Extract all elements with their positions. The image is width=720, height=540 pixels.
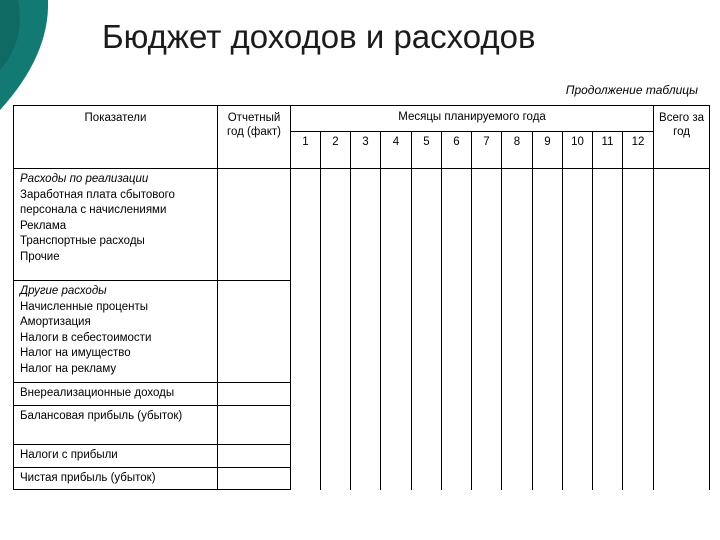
month-cell-11 xyxy=(593,281,623,383)
row-label xyxy=(14,468,218,490)
row-item: Заработная плата сбытового персонала с начислениями xyxy=(20,188,175,216)
header-indicators: Показатели xyxy=(14,106,218,169)
month-cell-4 xyxy=(381,281,412,383)
row-item: Чистая прибыль (убыток) xyxy=(20,472,156,484)
month-cell-5 xyxy=(412,468,442,490)
month-cell-10 xyxy=(563,406,593,445)
row-item: Амортизация xyxy=(20,316,91,328)
month-cell-8 xyxy=(502,169,533,281)
row-item: Налоги в себестоимости xyxy=(20,331,152,344)
month-header-1: 1 xyxy=(291,132,321,169)
reporting-year-cell xyxy=(218,281,291,383)
month-header-2: 2 xyxy=(321,132,351,169)
month-cell-7 xyxy=(472,169,502,281)
month-cell-8 xyxy=(502,383,533,406)
reporting-year-cell xyxy=(218,383,291,406)
month-cell-4 xyxy=(381,169,412,281)
year-total-cell xyxy=(654,169,710,281)
row-item: Внереализационные доходы xyxy=(20,387,175,399)
month-cell-10 xyxy=(563,445,593,468)
month-cell-5 xyxy=(412,445,442,468)
row-label xyxy=(14,406,218,445)
row-item: Реклама xyxy=(20,219,67,232)
decorative-teal-shape xyxy=(0,0,80,110)
row-item: Налог на имущество xyxy=(20,347,131,359)
month-cell-6 xyxy=(442,169,472,281)
month-cell-9 xyxy=(533,383,563,406)
budget-table xyxy=(13,105,710,490)
budget-row xyxy=(14,169,710,281)
budget-row xyxy=(14,406,710,445)
year-total-cell xyxy=(654,468,710,490)
reporting-year-cell xyxy=(218,468,291,490)
table-body xyxy=(14,169,710,490)
month-cell-5 xyxy=(412,383,442,406)
reporting-year-cell xyxy=(218,445,291,468)
month-cell-11 xyxy=(593,468,623,490)
month-header-10: 10 xyxy=(563,132,593,169)
month-cell-6 xyxy=(442,281,472,383)
month-cell-9 xyxy=(533,406,563,445)
row-item: Налоги с прибыли xyxy=(20,449,118,461)
month-cell-10 xyxy=(563,169,593,281)
month-cell-12 xyxy=(623,406,654,445)
year-total-cell xyxy=(654,406,710,445)
header-months-group: Месяцы планируемого года xyxy=(291,106,654,132)
month-cell-12 xyxy=(623,169,654,281)
month-cell-12 xyxy=(623,281,654,383)
month-cell-5 xyxy=(412,406,442,445)
month-cell-10 xyxy=(563,281,593,383)
month-header-6: 6 xyxy=(442,132,472,169)
month-header-4: 4 xyxy=(381,132,412,169)
month-cell-7 xyxy=(472,281,502,383)
header-reporting-year: Отчетный год (факт) xyxy=(218,106,291,169)
row-item: Начисленные проценты xyxy=(20,300,149,313)
month-cell-4 xyxy=(381,406,412,445)
month-header-8: 8 xyxy=(502,132,533,169)
month-header-12: 12 xyxy=(623,132,654,169)
month-cell-3 xyxy=(351,445,381,468)
row-item: Прочие xyxy=(20,250,60,263)
month-cell-8 xyxy=(502,281,533,383)
month-cell-7 xyxy=(472,383,502,406)
month-cell-12 xyxy=(623,468,654,490)
month-cell-1 xyxy=(291,383,321,406)
header-year-total: Всего за год xyxy=(654,106,710,169)
month-cell-10 xyxy=(563,383,593,406)
month-cell-1 xyxy=(291,406,321,445)
month-cell-10 xyxy=(563,468,593,490)
month-cell-9 xyxy=(533,281,563,383)
month-cell-9 xyxy=(533,445,563,468)
table-continuation-note: Продолжение таблицы xyxy=(565,83,698,97)
month-cell-12 xyxy=(623,445,654,468)
month-cell-9 xyxy=(533,468,563,490)
month-header-3: 3 xyxy=(351,132,381,169)
month-cell-11 xyxy=(593,169,623,281)
row-label xyxy=(14,169,218,281)
budget-row xyxy=(14,445,710,468)
month-cell-4 xyxy=(381,468,412,490)
budget-row xyxy=(14,383,710,406)
year-total-cell xyxy=(654,383,710,406)
year-total-cell xyxy=(654,281,710,383)
page-title: Бюджет доходов и расходов xyxy=(102,18,536,55)
month-cell-6 xyxy=(442,445,472,468)
month-header-11: 11 xyxy=(593,132,623,169)
month-cell-7 xyxy=(472,445,502,468)
month-cell-11 xyxy=(593,445,623,468)
month-header-9: 9 xyxy=(533,132,563,169)
month-cell-3 xyxy=(351,169,381,281)
row-category: Расходы по реализации xyxy=(20,173,149,185)
month-cell-1 xyxy=(291,281,321,383)
month-cell-8 xyxy=(502,406,533,445)
month-cell-2 xyxy=(321,406,351,445)
month-cell-5 xyxy=(412,281,442,383)
row-label xyxy=(14,281,218,383)
month-cell-6 xyxy=(442,383,472,406)
year-total-cell xyxy=(654,445,710,468)
row-label xyxy=(14,445,218,468)
month-cell-6 xyxy=(442,468,472,490)
month-cell-7 xyxy=(472,468,502,490)
month-cell-9 xyxy=(533,169,563,281)
reporting-year-cell xyxy=(218,169,291,281)
month-cell-4 xyxy=(381,445,412,468)
month-cell-8 xyxy=(502,468,533,490)
month-cell-3 xyxy=(351,281,381,383)
month-cell-7 xyxy=(472,406,502,445)
month-cell-12 xyxy=(623,383,654,406)
month-cell-6 xyxy=(442,406,472,445)
month-cell-2 xyxy=(321,281,351,383)
month-cell-4 xyxy=(381,383,412,406)
month-cell-1 xyxy=(291,468,321,490)
month-cell-11 xyxy=(593,383,623,406)
month-cell-5 xyxy=(412,169,442,281)
month-cell-8 xyxy=(502,445,533,468)
row-label xyxy=(14,383,218,406)
month-cell-2 xyxy=(321,169,351,281)
row-item: Транспортные расходы xyxy=(20,235,145,247)
month-cell-2 xyxy=(321,445,351,468)
row-item: Балансовая прибыль (убыток) xyxy=(20,410,183,422)
month-cell-3 xyxy=(351,383,381,406)
row-category: Другие расходы xyxy=(20,285,107,297)
month-header-5: 5 xyxy=(412,132,442,169)
month-cell-2 xyxy=(321,383,351,406)
reporting-year-cell xyxy=(218,406,291,445)
month-cell-1 xyxy=(291,169,321,281)
month-cell-3 xyxy=(351,406,381,445)
month-cell-11 xyxy=(593,406,623,445)
budget-row xyxy=(14,468,710,490)
month-cell-2 xyxy=(321,468,351,490)
row-item: Налог на рекламу xyxy=(20,362,117,375)
month-cell-3 xyxy=(351,468,381,490)
budget-row xyxy=(14,281,710,383)
month-cell-1 xyxy=(291,445,321,468)
month-header-7: 7 xyxy=(472,132,502,169)
